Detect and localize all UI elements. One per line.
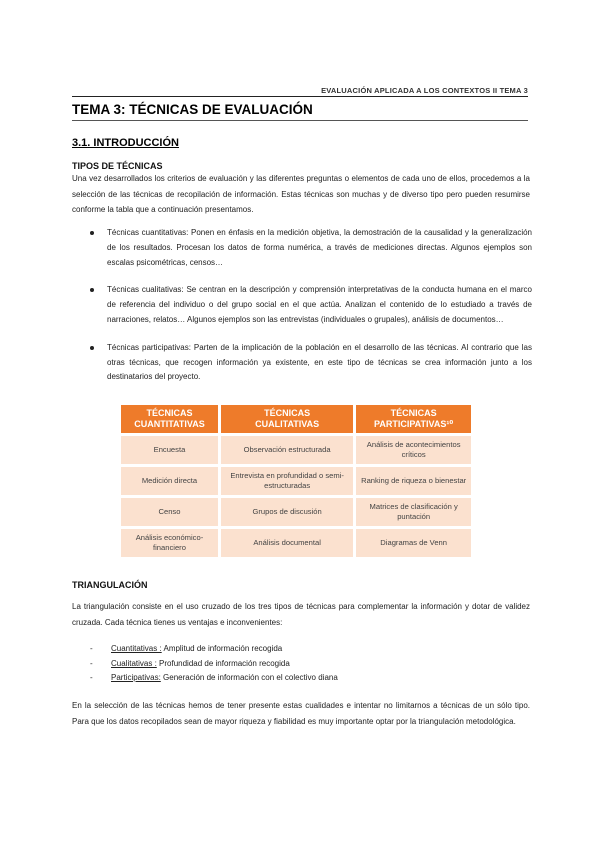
header-line: CUANTITATIVAS xyxy=(134,419,205,429)
list-term: Cuantitativas : xyxy=(111,644,162,653)
header-participative xyxy=(356,405,471,433)
table-cell: Ranking de riqueza o bienestar xyxy=(356,467,471,495)
header-line: CUALITATIVAS xyxy=(255,419,320,429)
list-item xyxy=(90,642,338,657)
header-quantitative xyxy=(121,405,218,433)
dash-marker: - xyxy=(90,658,93,668)
table-row xyxy=(121,529,471,557)
header-line: TÉCNICAS xyxy=(146,408,193,418)
table-row xyxy=(121,436,471,464)
header-line: TÉCNICAS xyxy=(264,408,311,418)
techniques-table xyxy=(118,402,474,560)
header-line: PARTICIPATIVAS¹⁰ xyxy=(374,419,454,429)
table-cell: Análisis económico-financiero xyxy=(121,529,218,557)
running-header: EVALUACIÓN APLICADA A LOS CONTEXTOS II TEMA 3 xyxy=(321,86,528,95)
list-item xyxy=(90,341,532,385)
table-cell: Matrices de clasificación y puntación xyxy=(356,498,471,526)
list-desc: Profundidad de información recogida xyxy=(156,658,290,668)
technique-list xyxy=(90,226,532,398)
table-cell: Medición directa xyxy=(121,467,218,495)
quality-list xyxy=(90,642,338,686)
section-heading: 3.1. INTRODUCCIÓN xyxy=(72,137,179,149)
bullet-text: Técnicas cuantitativas: Ponen en énfasis en la medición objetiva, la demostración de la causalidad y la generalización de los resultados. Procesan los datos de forma numérica, a través de mediciones directas. Algunos ejemplos son escalas psicométricas, censos… xyxy=(107,228,532,267)
triangulation-intro: La triangulación consiste en el uso cruzado de los tres tipos de técnicas para complementar la información y dotar de validez cruzada. Cada técnica tienes us ventajas e inconvenientes: xyxy=(72,602,530,627)
table-cell: Entrevista en profundidad o semi-estructuradas xyxy=(221,467,353,495)
header-line: TÉCNICAS xyxy=(390,408,437,418)
table-header-row xyxy=(121,405,471,433)
list-desc: Generación de información con el colectivo diana xyxy=(160,673,338,682)
table-cell: Análisis de acontecimientos críticos xyxy=(356,436,471,464)
list-term: Cualitativas : xyxy=(111,658,157,668)
list-term: Participativas: xyxy=(111,673,161,682)
types-heading: TIPOS DE TÉCNICAS xyxy=(72,161,163,171)
bullet-text: Técnicas participativas: Parten de la implicación de la población en el desarrollo de las técnicas. Al contrario que las otras técnicas, que recogen información ya existente, en este tipo de técnicas se crea información junto a los destinatarios del proyecto. xyxy=(107,342,532,382)
list-item xyxy=(90,226,532,270)
list-desc: Amplitud de información recogida xyxy=(161,644,283,653)
table-cell: Observación estructurada xyxy=(221,436,353,464)
list-item xyxy=(90,657,338,672)
table-cell: Diagramas de Venn xyxy=(356,529,471,557)
table-cell: Censo xyxy=(121,498,218,526)
header-divider xyxy=(72,96,528,97)
triangulation-heading: TRIANGULACIÓN xyxy=(72,580,148,590)
intro-paragraph: Una vez desarrollados los criterios de evaluación y las diferentes preguntas o elementos de cada uno de ellos, procedemos a la selección de las técnicas de recopilación de información. Estas técnicas son muchas y de diverso tipo pero pueden resumirse conforme la tabla que a continuación presentamos. xyxy=(72,174,530,214)
table-cell: Grupos de discusión xyxy=(221,498,353,526)
dash-marker: - xyxy=(90,644,93,653)
list-item xyxy=(90,283,532,327)
bullet-icon xyxy=(90,231,94,235)
table-row xyxy=(121,498,471,526)
table-cell: Análisis documental xyxy=(221,529,353,557)
page-title: TEMA 3: TÉCNICAS DE EVALUACIÓN xyxy=(72,102,313,117)
table-cell: Encuesta xyxy=(121,436,218,464)
bullet-icon xyxy=(90,288,94,292)
title-divider xyxy=(72,120,528,121)
table-row xyxy=(121,467,471,495)
closing-paragraph: En la selección de las técnicas hemos de tener presente estas cualidades e intentar no limitarnos a técnicas de un sólo tipo. Para que los datos recopilados sean de mayor riqueza y fiabilidad es muy importante optar por la triangulación metodológica. xyxy=(72,701,530,726)
list-item xyxy=(90,671,338,686)
bullet-text: Técnicas cualitativas: Se centran en la descripción y comprensión interpretativas de la conducta humana en el marco de referencia del individuo o del grupo social en el que actúa. Analizan el contenido de lo estudiado a través de narraciones, relatos… Algunos ejemplos son las entrevistas (individuales o grupales), análisis de documentos… xyxy=(107,285,532,324)
header-qualitative xyxy=(221,405,353,433)
dash-marker: - xyxy=(90,673,93,682)
bullet-icon xyxy=(90,346,94,350)
